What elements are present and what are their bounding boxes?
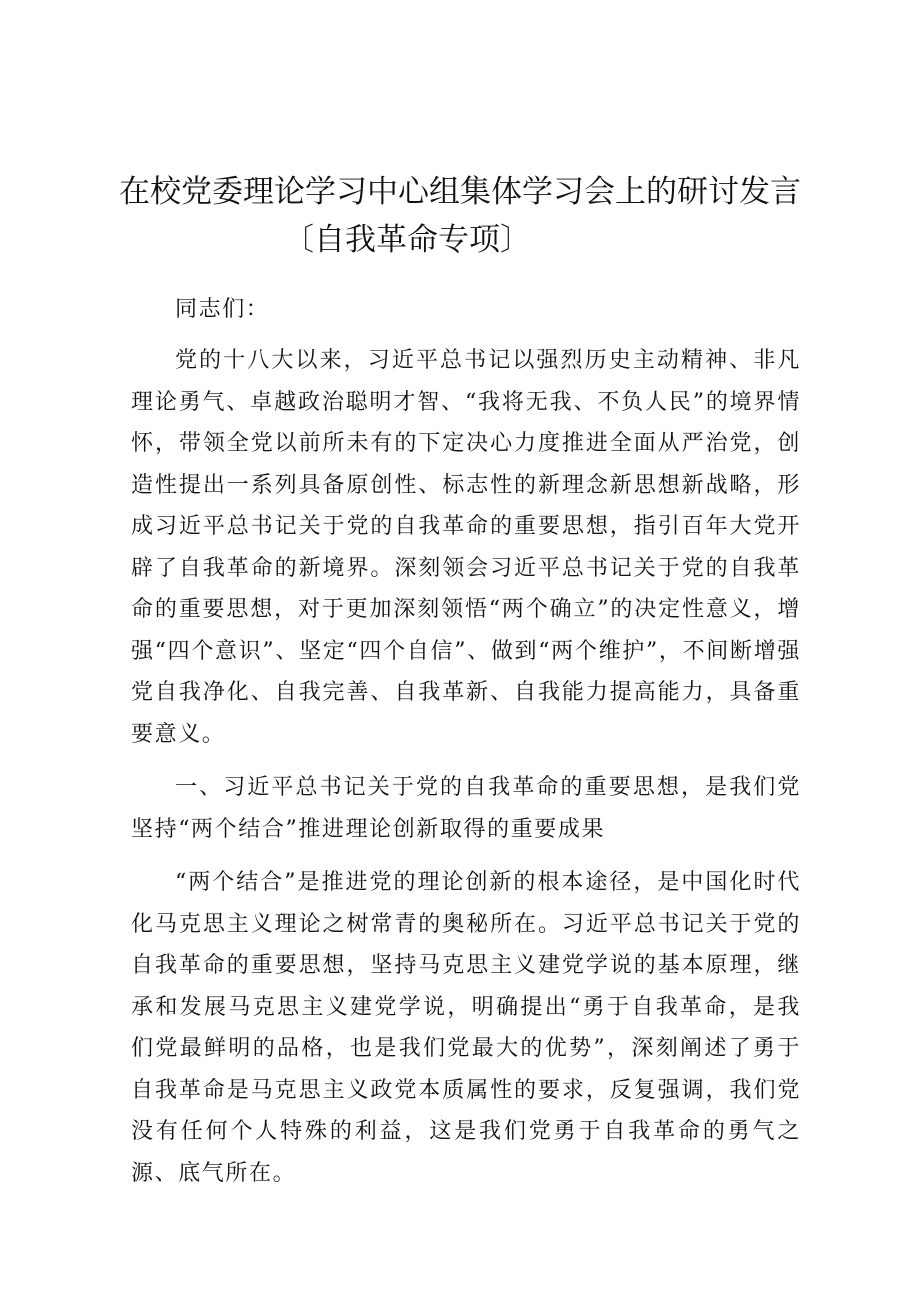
title-line-1: 在校党委理论学习中心组集体学习会上的研讨发言 <box>119 174 801 210</box>
paragraph-section-1: “两个结合”是推进党的理论创新的根本途径，是中国化时代化马克思主义理论之树常青的奥秘所在。习近平总书记关于党的自我革命的重要思想，坚持马克思主义建党学说的基本原理，继承和发展马克思主义建党学说，明确提出“勇于自我革命，是我们党最鲜明的品格，也是我们党最大的优势”，深刻阐述了勇于自我革命是马克思主义政党本质属性的要求，反复强调，我们党没有任何个人特殊的利益，这是我们党勇于自我革命的勇气之源、底气所在。 <box>131 870 801 1186</box>
document-title <box>100 168 820 264</box>
section-heading-1: 一、习近平总书记关于党的自我革命的重要思想，是我们党坚持“两个结合”推进理论创新取得的重要成果 <box>131 775 801 842</box>
paragraph-gap <box>131 850 801 862</box>
document-body <box>131 294 801 1194</box>
paragraph-intro: 党的十八大以来，习近平总书记以强烈历史主动精神、非凡理论勇气、卓越政治聪明才智、“我将无我、不负人民”的境界情怀，带领全党以前所未有的下定决心力度推进全面从严治党，创造性提出一系列具备原创性、标志性的新理念新思想新战略，形成习近平总书记关于党的自我革命的重要思想，指引百年大党开辟了自我革命的新境界。深刻领会习近平总书记关于党的自我革命的重要思想，对于更加深刻领悟“两个确立”的决定性意义，增强“四个意识”、坚定“四个自信”、做到“两个维护”，不间断增强党自我净化、自我完善、自我革新、自我能力提高能力，具备重要意义。 <box>131 348 801 747</box>
paragraph-gap <box>131 755 801 767</box>
title-line-2: 〔自我革命专项〕 <box>283 222 531 258</box>
salutation: 同志们： <box>175 297 270 322</box>
